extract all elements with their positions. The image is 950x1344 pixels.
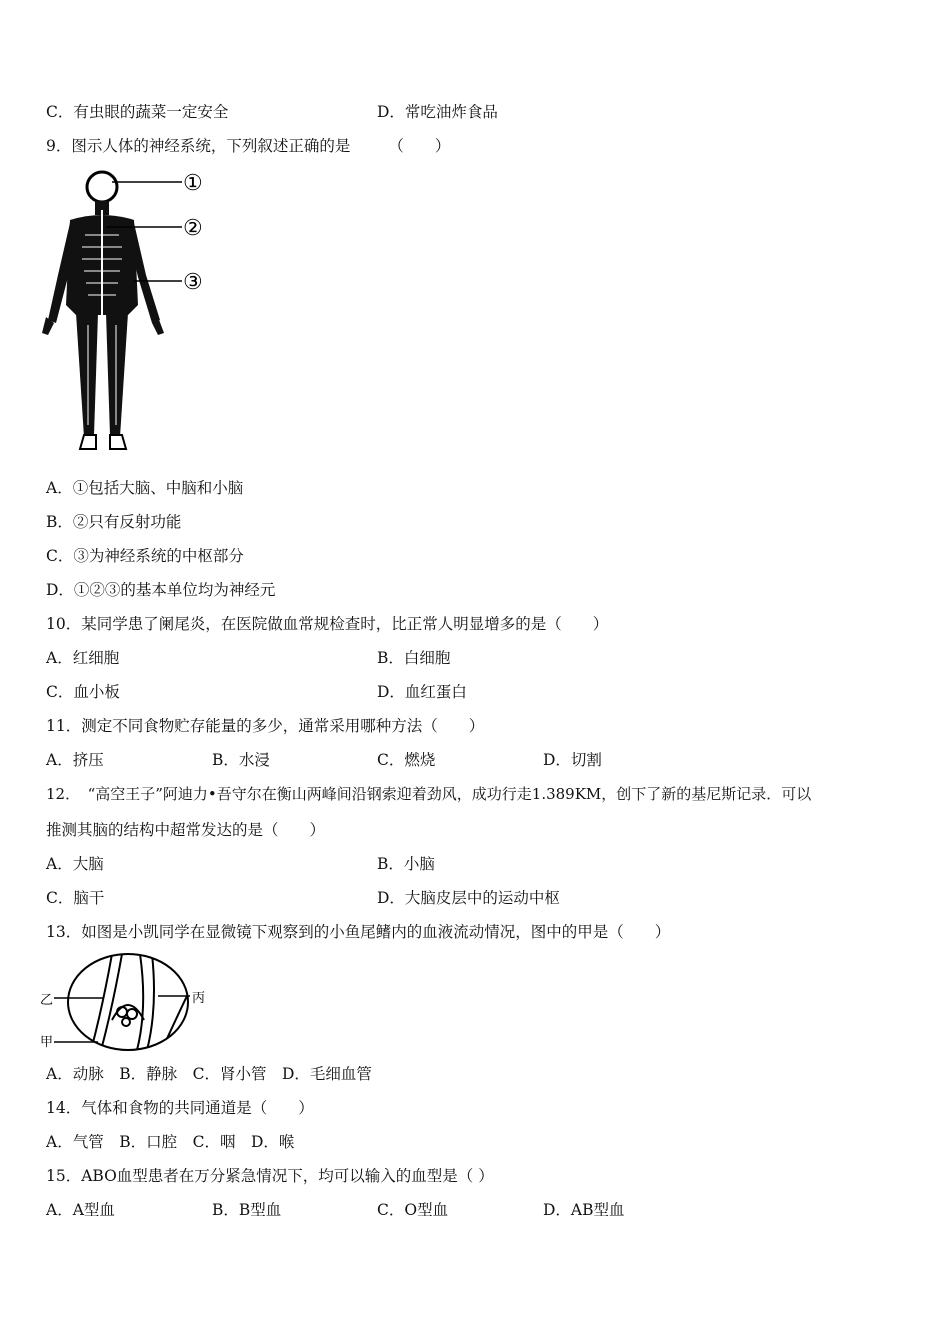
label-yi: 乙 — [40, 993, 54, 1008]
q15-option-c: C．O型血 — [377, 1201, 449, 1219]
q12-option-c: C．脑干 — [46, 889, 105, 907]
label-bing: 丙 — [192, 991, 206, 1006]
q13-options: A．动脉 B．静脉 C．肾小管 D．毛细血管 — [46, 1065, 372, 1083]
label-2: ② — [183, 216, 203, 241]
question-14-stem: 14．气体和食物的共同通道是（ ） — [46, 1099, 314, 1117]
q15-option-d: D．AB型血 — [543, 1201, 625, 1219]
label-jia: 甲 — [40, 1035, 54, 1050]
label-3: ③ — [183, 270, 203, 295]
question-12-stem-line2: 推测其脑的结构中超常发达的是（ ） — [46, 821, 326, 839]
q12-option-a: A．大脑 — [46, 855, 104, 873]
option-c-prev: C．有虫眼的蔬菜一定安全 — [46, 103, 229, 121]
question-11-stem: 11．测定不同食物贮存能量的多少，通常采用哪种方法（ ） — [46, 717, 485, 735]
fish-tail-blood-flow-figure — [40, 950, 220, 1054]
question-13-stem: 13．如图是小凯同学在显微镜下观察到的小鱼尾鳍内的血液流动情况，图中的甲是（ ） — [46, 923, 671, 941]
option-d-prev: D．常吃油炸食品 — [377, 103, 498, 121]
q9-option-b: B．②只有反射功能 — [46, 513, 182, 531]
q9-option-d: D．①②③的基本单位均为神经元 — [46, 581, 276, 599]
q11-option-a: A．挤压 — [46, 751, 104, 769]
nervous-system-figure — [40, 165, 220, 465]
q11-option-c: C．燃烧 — [377, 751, 436, 769]
label-1: ① — [183, 171, 203, 196]
q10-option-c: C．血小板 — [46, 683, 120, 701]
question-9-bracket: （ ） — [388, 137, 451, 155]
question-10-stem: 10．某同学患了阑尾炎，在医院做血常规检查时，比正常人明显增多的是（ ） — [46, 615, 609, 633]
q12-option-d: D．大脑皮层中的运动中枢 — [377, 889, 560, 907]
q10-option-b: B．白细胞 — [377, 649, 451, 667]
q11-option-d: D．切割 — [543, 751, 602, 769]
q15-option-b: B．B型血 — [212, 1201, 282, 1219]
question-15-stem: 15．ABO血型患者在万分紧急情况下，均可以输入的血型是（ ） — [46, 1167, 494, 1185]
question-9-text: 9．图示人体的神经系统，下列叙述正确的是 — [46, 137, 351, 155]
q15-option-a: A．A型血 — [46, 1201, 115, 1219]
q10-option-d: D．血红蛋白 — [377, 683, 467, 701]
q9-option-a: A．①包括大脑、中脑和小脑 — [46, 479, 244, 497]
question-9-stem — [46, 136, 450, 156]
question-12-stem-line1: 12． “高空王子”阿迪力•吾守尔在衡山两峰间沿钢索迎着劲风，成功行走1.389KM，创下了新的基尼斯记录．可以 — [46, 785, 812, 803]
q11-option-b: B．水浸 — [212, 751, 270, 769]
q14-options: A．气管 B．口腔 C．咽 D．喉 — [46, 1133, 295, 1151]
q12-option-b: B．小脑 — [377, 855, 435, 873]
q10-option-a: A．红细胞 — [46, 649, 120, 667]
q9-option-c: C．③为神经系统的中枢部分 — [46, 547, 244, 565]
